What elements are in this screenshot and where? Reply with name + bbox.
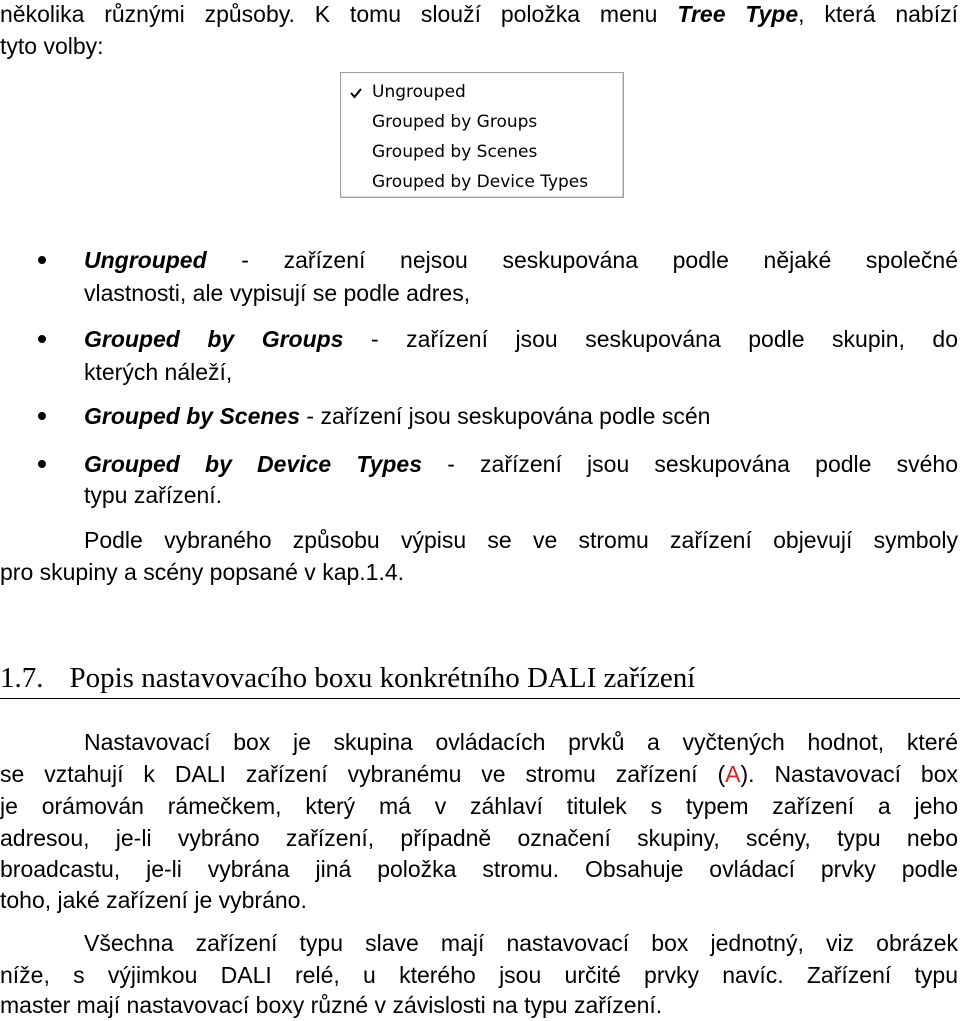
para2-line-3: [0, 792, 958, 820]
bullet-dot: [38, 460, 46, 468]
bullet-ungrouped-line-1: [84, 246, 958, 274]
para3-text: níže, s výjimkou DALI relé, u kterého jsou určité prvky navíc. Zařízení typu: [0, 962, 958, 988]
intro-line-2: tyto volby:: [0, 33, 104, 59]
para2-line-5: [0, 855, 958, 883]
bullet-groups-line-2: kterých náleží,: [84, 359, 233, 385]
menu-item-ungrouped[interactable]: [341, 77, 623, 107]
para2-text: broadcastu, je-li vybrána jiná položka stromu. Obsahuje ovládací prvky podle: [0, 856, 958, 882]
para2-text: je orámován rámečkem, který má v záhlaví titulek s typem zařízení a jeho: [0, 793, 958, 819]
bullet-term: Grouped by Device Types: [84, 451, 423, 477]
intro-line-1: [0, 0, 958, 28]
menu-item-grouped-by-groups[interactable]: [341, 107, 623, 137]
menu-item-label: Grouped by Scenes: [372, 142, 538, 162]
bullet-scenes-line-1: [84, 402, 710, 430]
menu-item-label: Grouped by Groups: [372, 112, 538, 132]
para2-line-6: toho, jaké zařízení je vybráno.: [0, 887, 307, 913]
bullet-text: - zařízení jsou seskupována podle svého: [422, 451, 958, 477]
tree-type-menu: [340, 72, 624, 198]
para3-line-2: [0, 961, 958, 989]
para2-text: se vztahují k DALI zařízení vybranému ve stromu zařízení (: [0, 761, 726, 787]
para2-line-4: [0, 824, 958, 852]
section-number: 1.7.: [0, 662, 44, 694]
bullet-device-types-line-2: typu zařízení.: [84, 482, 223, 508]
bullet-text: - zařízení jsou seskupována podle scén: [300, 403, 711, 429]
intro-term: Tree Type: [677, 1, 799, 27]
bullet-term: Grouped by Scenes: [84, 403, 301, 429]
para2-text-suffix: ). Nastavovací box: [740, 761, 958, 787]
intro-text: několika různými způsoby. K tomu slouží položka menu: [0, 1, 678, 27]
para1-line-1: [84, 526, 958, 554]
checkmark-icon: [349, 86, 363, 100]
para3-text: Všechna zařízení typu slave mají nastavovací box jednotný, viz obrázek: [84, 930, 958, 956]
bullet-groups-line-1: [84, 325, 958, 353]
menu-item-grouped-by-scenes[interactable]: [341, 137, 623, 167]
bullet-device-types-line-1: [84, 450, 958, 478]
bullet-dot: [38, 335, 46, 343]
bullet-text: - zařízení nejsou seskupována podle nějaké společné: [206, 247, 958, 273]
bullet-dot: [38, 412, 46, 420]
bullet-ungrouped-line-2: vlastnosti, ale vypisují se podle adres,: [84, 280, 471, 306]
bullet-term: Ungrouped: [84, 247, 207, 273]
heading-rule: [0, 698, 960, 699]
bullet-text: - zařízení jsou seskupována podle skupin, do: [343, 326, 959, 352]
section-heading: [0, 660, 695, 696]
para2-line-2: [0, 760, 958, 788]
intro-text-suffix: , která nabízí: [798, 1, 959, 27]
menu-item-label: Ungrouped: [372, 82, 466, 102]
para1-line-2: pro skupiny a scény popsané v kap.1.4.: [0, 559, 405, 585]
figure-reference: A: [725, 761, 741, 787]
para3-line-1: [84, 929, 958, 957]
para2-line-1: [84, 728, 958, 756]
para2-text: Nastavovací box je skupina ovládacích prvků a vyčtených hodnot, které: [84, 729, 958, 755]
menu-item-label: Grouped by Device Types: [372, 172, 589, 192]
para2-text: adresou, je-li vybráno zařízení, případně označení skupiny, scény, typu nebo: [0, 825, 958, 851]
para1-text: Podle vybraného způsobu výpisu se ve stromu zařízení objevují symboly: [84, 527, 958, 553]
menu-item-grouped-by-device-types[interactable]: [341, 167, 623, 197]
bullet-term: Grouped by Groups: [84, 326, 344, 352]
bullet-dot: [38, 256, 46, 264]
para3-line-3: master mají nastavovací boxy různé v závislosti na typu zařízení.: [0, 992, 663, 1018]
section-title: Popis nastavovacího boxu konkrétního DALI zařízení: [69, 662, 696, 694]
